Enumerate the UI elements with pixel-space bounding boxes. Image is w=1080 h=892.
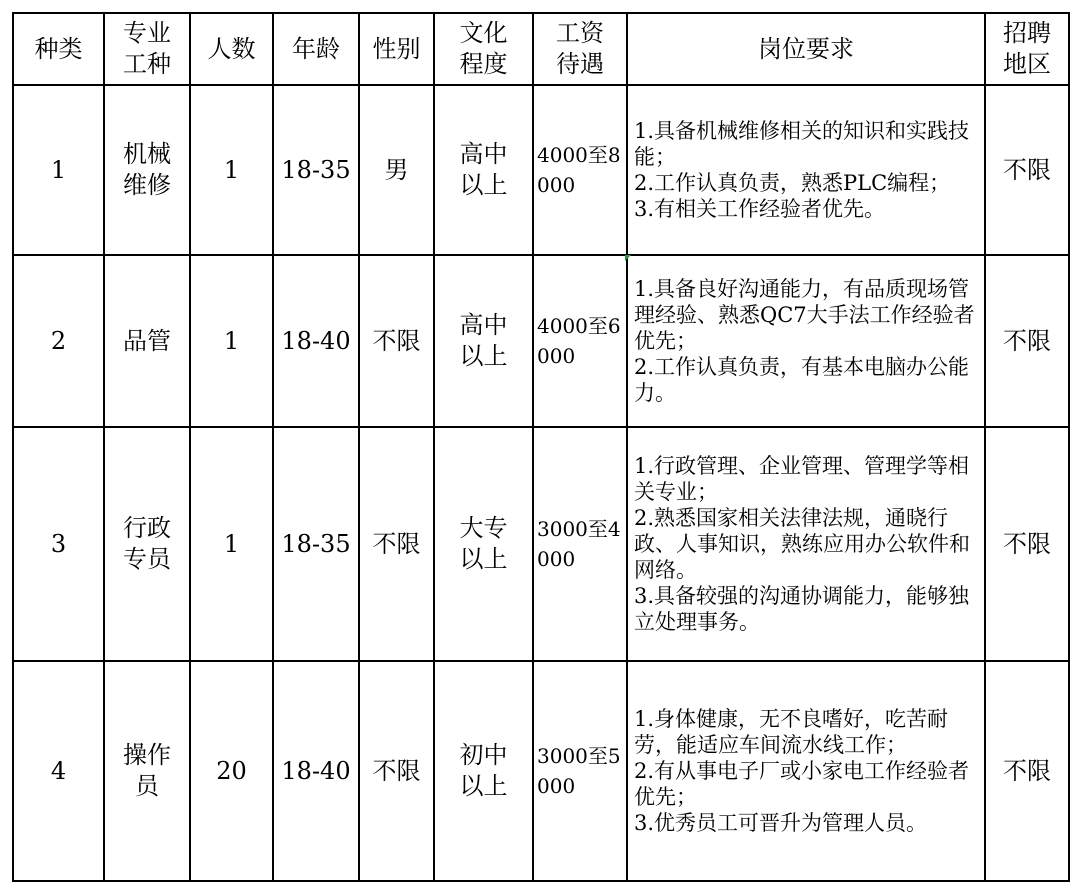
cell-requirements (627, 255, 985, 427)
cell-salary: 4000至8000 (533, 85, 627, 255)
cell-education: 高中 以上 (434, 255, 533, 427)
recruitment-table (12, 12, 1070, 882)
header-age: 年龄 (273, 13, 359, 85)
requirement-item: 2.工作认真负责，熟悉PLC编程； (634, 171, 951, 195)
cell-age: 18-35 (273, 427, 359, 661)
cell-education: 高中 以上 (434, 85, 533, 255)
cell-requirements (627, 85, 985, 255)
cell-category: 2 (13, 255, 104, 427)
header-region: 招聘 地区 (985, 13, 1069, 85)
cell-trade: 品管 (104, 255, 190, 427)
cell-count: 1 (190, 85, 273, 255)
cell-region: 不限 (985, 427, 1069, 661)
table-row (13, 427, 1069, 661)
header-requirements: 岗位要求 (627, 13, 985, 85)
cell-requirements (627, 427, 985, 661)
header-count: 人数 (190, 13, 273, 85)
cell-age: 18-40 (273, 661, 359, 881)
requirement-item: 3.有相关工作经验者优先。 (634, 197, 886, 221)
requirement-item: 1.具备机械维修相关的知识和实践技能； (634, 119, 970, 169)
cell-count: 20 (190, 661, 273, 881)
cell-trade: 机械 维修 (104, 85, 190, 255)
cell-age: 18-35 (273, 85, 359, 255)
cell-salary: 3000至4000 (533, 427, 627, 661)
cell-trade: 行政 专员 (104, 427, 190, 661)
cell-age: 18-40 (273, 255, 359, 427)
cell-education: 大专 以上 (434, 427, 533, 661)
cell-gender: 男 (359, 85, 434, 255)
header-gender: 性别 (359, 13, 434, 85)
cell-count: 1 (190, 427, 273, 661)
table-row (13, 661, 1069, 881)
requirement-item: 2.熟悉国家相关法律法规，通晓行政、人事知识，熟练应用办公软件和网络。 (634, 506, 970, 582)
requirement-item: 3.优秀员工可晋升为管理人员。 (634, 811, 928, 835)
cell-region: 不限 (985, 255, 1069, 427)
cell-requirements (627, 661, 985, 881)
cell-gender: 不限 (359, 661, 434, 881)
cell-category: 3 (13, 427, 104, 661)
cell-gender: 不限 (359, 427, 434, 661)
header-education: 文化 程度 (434, 13, 533, 85)
cell-salary: 3000至5000 (533, 661, 627, 881)
cell-category: 4 (13, 661, 104, 881)
requirement-item: 1.具备良好沟通能力，有品质现场管理经验、熟悉QC7大手法工作经验者优先； (634, 277, 975, 353)
cell-category: 1 (13, 85, 104, 255)
requirement-item: 1.身体健康，无不良嗜好，吃苦耐劳，能适应车间流水线工作； (634, 707, 949, 757)
cell-trade: 操作 员 (104, 661, 190, 881)
cell-region: 不限 (985, 85, 1069, 255)
header-trade: 专业 工种 (104, 13, 190, 85)
table-row (13, 85, 1069, 255)
table-row (13, 255, 1069, 427)
requirement-item: 3.具备较强的沟通协调能力，能够独立处理事务。 (634, 584, 970, 634)
requirement-item: 2.工作认真负责，有基本电脑办公能力。 (634, 355, 970, 405)
header-row (13, 13, 1069, 85)
requirement-item: 2.有从事电子厂或小家电工作经验者优先； (634, 759, 970, 809)
cell-education: 初中 以上 (434, 661, 533, 881)
cell-region: 不限 (985, 661, 1069, 881)
cell-salary: 4000至6000 (533, 255, 627, 427)
requirement-item: 1.行政管理、企业管理、管理学等相关专业； (634, 454, 970, 504)
header-salary: 工资 待遇 (533, 13, 627, 85)
cell-gender: 不限 (359, 255, 434, 427)
cell-count: 1 (190, 255, 273, 427)
header-category: 种类 (13, 13, 104, 85)
